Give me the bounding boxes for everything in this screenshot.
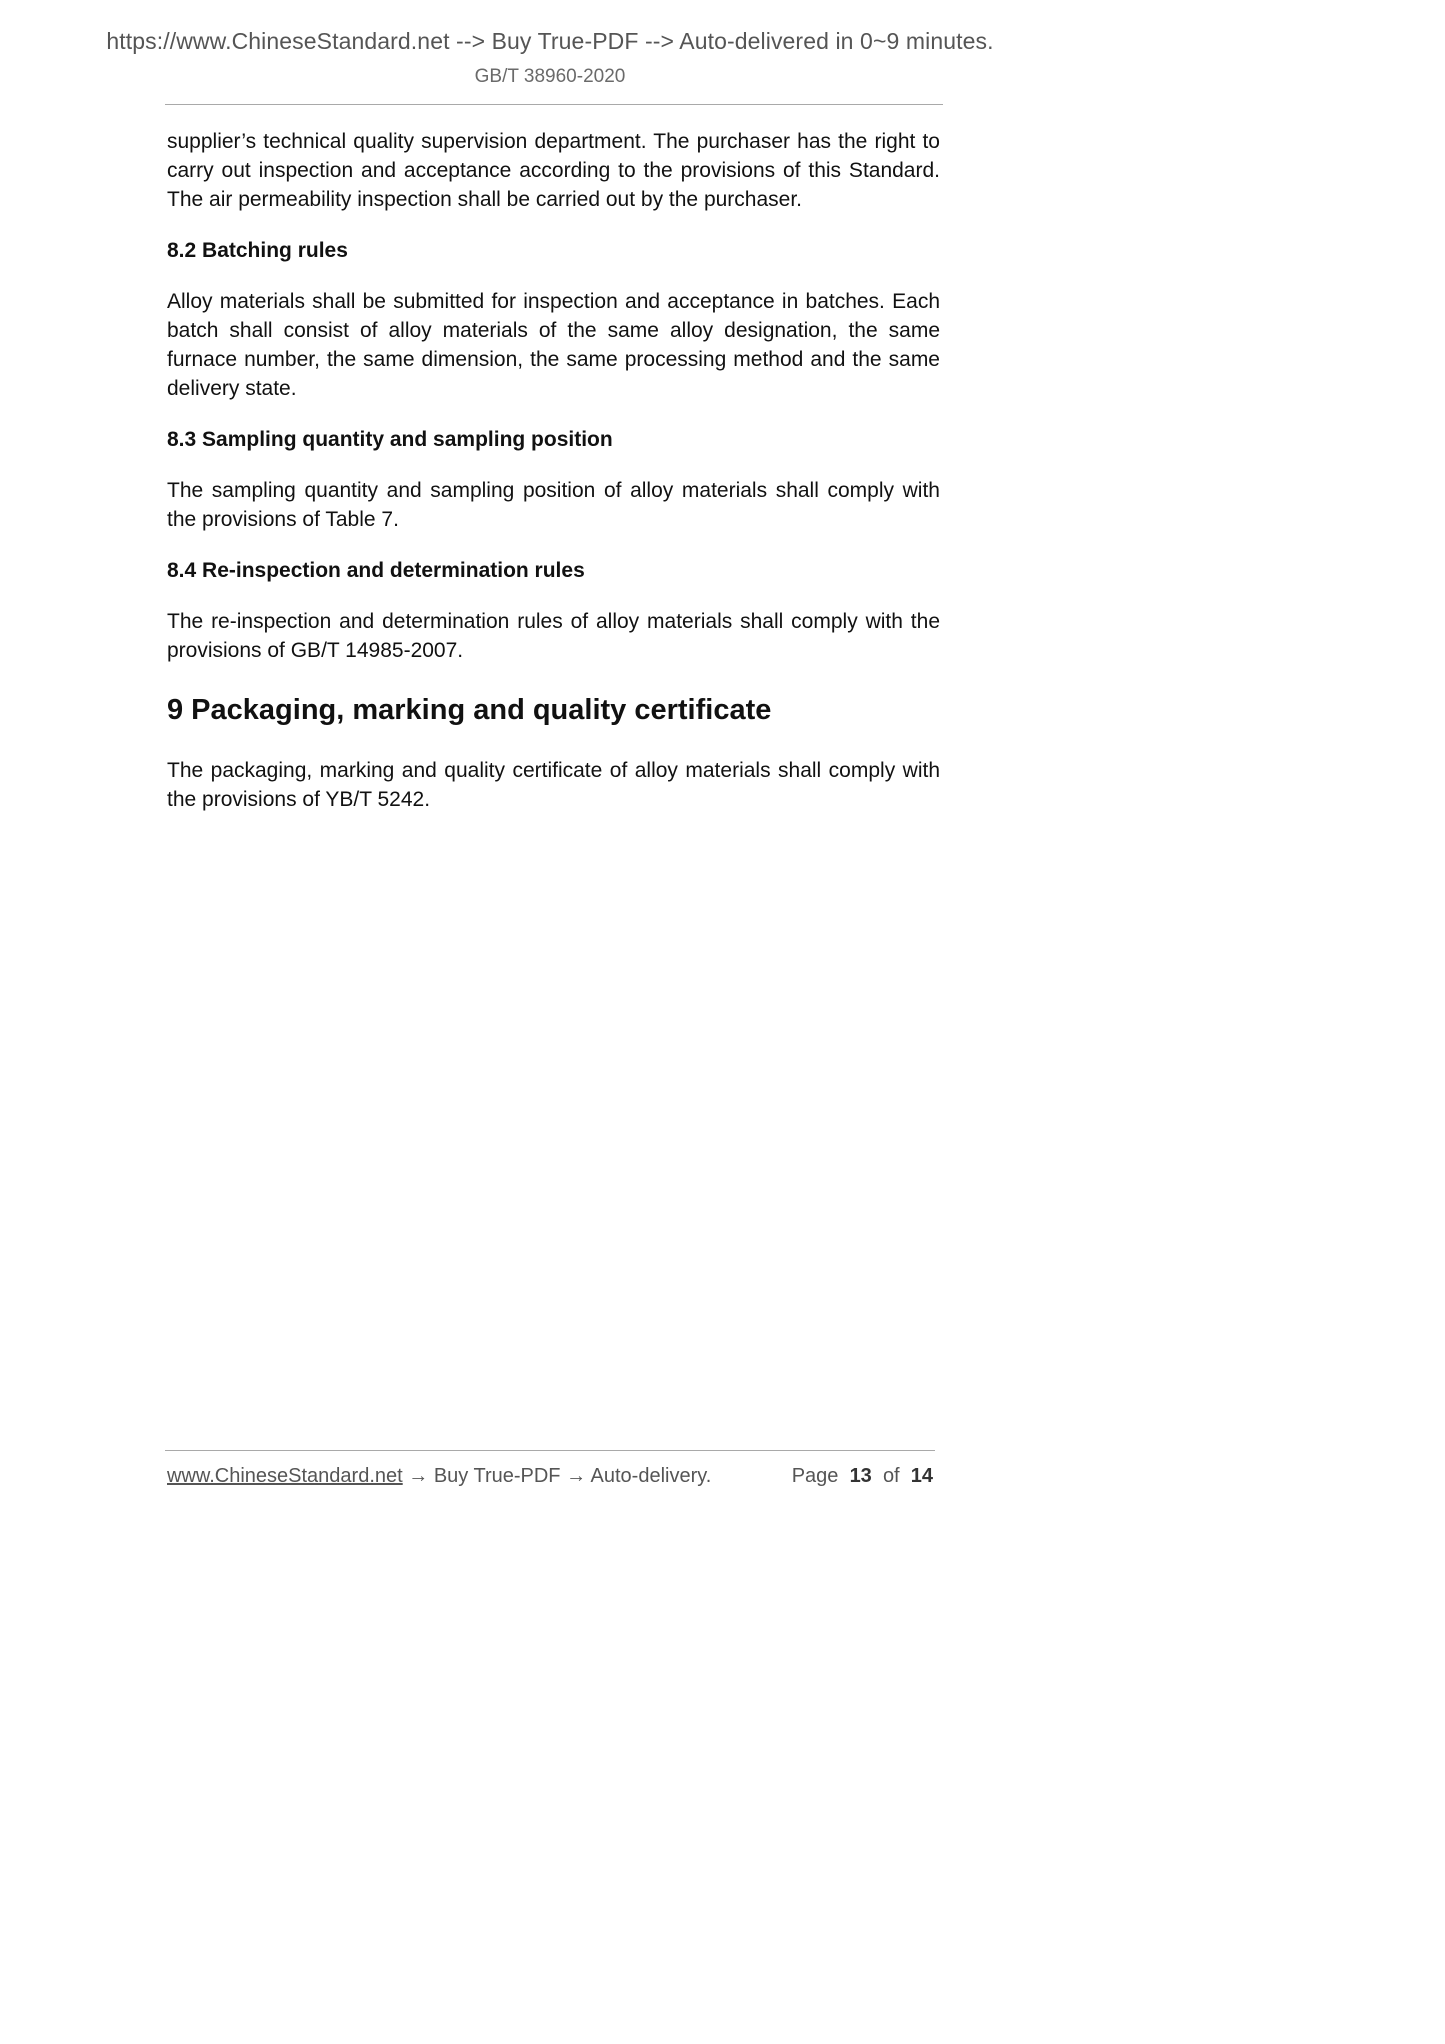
footer-divider [165,1450,935,1451]
page-indicator [792,1465,933,1488]
heading-8-4: 8.4 Re-inspection and determination rules [167,559,585,582]
paragraph-9: The packaging, marking and quality certificate of alloy materials shall comply with the provisions of YB/T 5242. [167,759,940,811]
header-divider [165,104,943,105]
of-label: of [882,1465,900,1487]
paragraph-8-4: The re-inspection and determination rules of alloy materials shall comply with the provisions of GB/T 14985-2007. [167,610,940,662]
heading-9: 9 Packaging, marking and quality certificate [167,694,772,726]
heading-8-3: 8.3 Sampling quantity and sampling position [167,428,613,451]
current-page-number: 13 [849,1465,872,1487]
page-label: Page [791,1465,839,1487]
intro-paragraph: supplier’s technical quality supervision department. The purchaser has the right to carry out inspection and acceptance according to the provisions of this Standard. The air permeability inspection shall be carried out by the purchaser. [167,130,940,211]
document-body [167,127,940,814]
paragraph-8-2: Alloy materials shall be submitted for inspection and acceptance in batches. Each batch shall consist of alloy materials of the same alloy designation, the same furnace number, the same dimension, the same processing method and the same delivery state. [167,290,940,400]
site-link[interactable]: www.ChineseStandard.net [167,1465,403,1487]
top-banner: https://www.ChineseStandard.net --> Buy True-PDF --> Auto-delivered in 0~9 minutes. [106,28,994,54]
footer-left [167,1465,711,1488]
paragraph-8-3: The sampling quantity and sampling position of alloy materials shall comply with the provisions of Table 7. [167,479,940,531]
standard-number: GB/T 38960-2020 [474,66,626,87]
footer-tagline: → Buy True-PDF → Auto-delivery. [402,1465,712,1487]
heading-8-2: 8.2 Batching rules [167,239,348,262]
total-pages-number: 14 [910,1465,933,1487]
